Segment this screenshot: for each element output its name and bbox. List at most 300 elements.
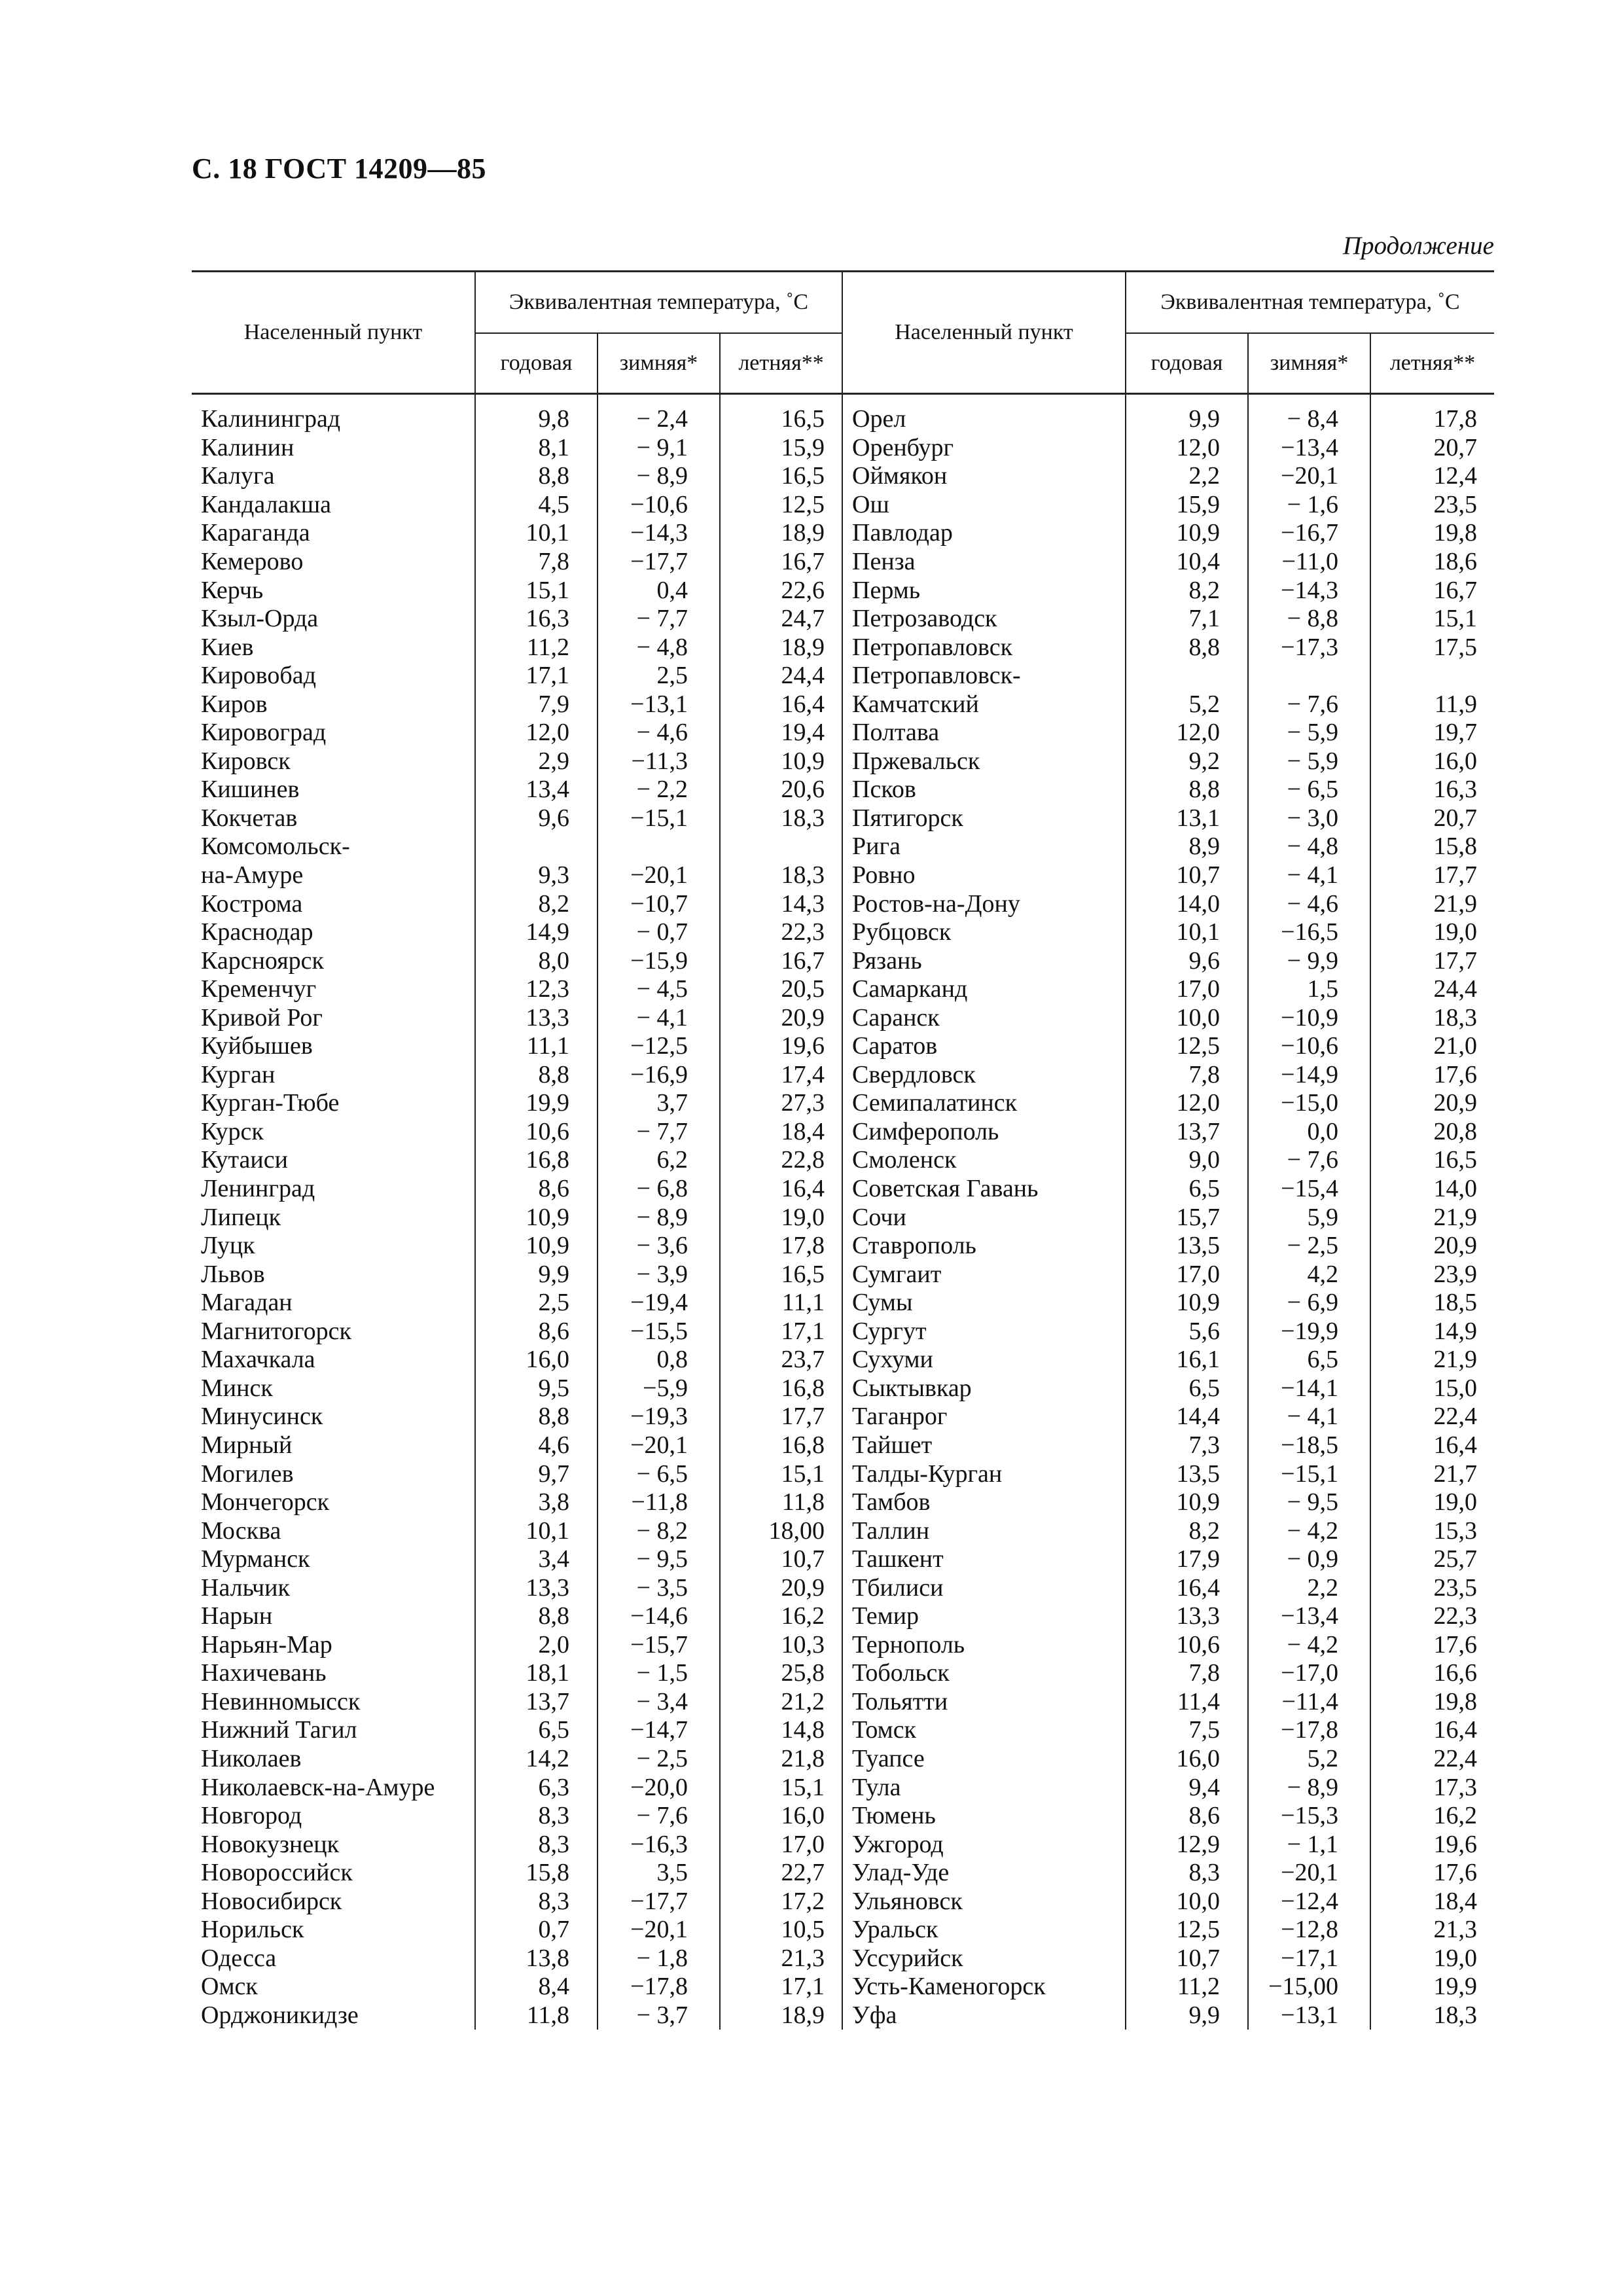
left-location-cell: Нахичевань bbox=[201, 1659, 327, 1687]
right-location-cell: Тула bbox=[842, 1773, 1126, 1802]
left-location-cell: Караганда bbox=[201, 519, 310, 547]
left-annual-temp-cell: 9,5 bbox=[475, 1374, 597, 1403]
left-annual-temp-cell: 14,9 bbox=[475, 918, 597, 947]
column-header-winter: зимняя* bbox=[597, 333, 720, 394]
right-annual-temp-cell: 12,0 bbox=[1126, 1089, 1248, 1118]
table-row bbox=[192, 1573, 1494, 1602]
right-summer-temp-cell: 22,3 bbox=[1370, 1602, 1494, 1631]
right-annual-temp-cell: 16,4 bbox=[1126, 1573, 1248, 1602]
left-summer-temp-cell: 17,4 bbox=[720, 1061, 842, 1090]
left-location-cell: Невинномысск bbox=[201, 1687, 361, 1715]
right-summer-temp-cell: 17,7 bbox=[1370, 861, 1494, 890]
right-summer-temp-cell: 21,9 bbox=[1370, 889, 1494, 918]
right-winter-temp-cell: 1,5 bbox=[1248, 975, 1370, 1004]
right-location-cell: Усть-Каменогорск bbox=[842, 1973, 1126, 2001]
left-location-cell: Мончегорск bbox=[201, 1488, 330, 1516]
left-annual-temp-cell: 4,5 bbox=[475, 491, 597, 520]
right-location-cell: Туапсе bbox=[842, 1745, 1126, 1774]
right-location-cell: Тбилиси bbox=[842, 1573, 1126, 1602]
right-annual-temp-cell: 7,5 bbox=[1126, 1716, 1248, 1745]
left-winter-temp-cell: −14,7 bbox=[597, 1716, 720, 1745]
right-annual-temp-cell: 15,7 bbox=[1126, 1203, 1248, 1232]
right-summer-temp-cell: 11,9 bbox=[1370, 690, 1494, 719]
left-annual-temp-cell: 9,7 bbox=[475, 1460, 597, 1488]
left-winter-temp-cell: −20,0 bbox=[597, 1773, 720, 1802]
right-summer-temp-cell: 17,8 bbox=[1370, 394, 1494, 434]
left-summer-temp-cell: 24,4 bbox=[720, 662, 842, 691]
right-winter-temp-cell: − 1,6 bbox=[1248, 491, 1370, 520]
right-location-cell: Орел bbox=[842, 394, 1126, 434]
left-winter-temp-cell: −16,3 bbox=[597, 1830, 720, 1859]
right-annual-temp-cell: 8,9 bbox=[1126, 833, 1248, 861]
right-summer-temp-cell: 19,7 bbox=[1370, 719, 1494, 747]
left-winter-temp-cell: − 0,7 bbox=[597, 918, 720, 947]
right-summer-temp-cell: 15,1 bbox=[1370, 605, 1494, 634]
right-summer-temp-cell: 21,7 bbox=[1370, 1460, 1494, 1488]
right-winter-temp-cell: −17,8 bbox=[1248, 1716, 1370, 1745]
left-annual-temp-cell: 10,9 bbox=[475, 1203, 597, 1232]
left-annual-temp-cell: 13,3 bbox=[475, 1003, 597, 1032]
right-annual-temp-cell: 12,5 bbox=[1126, 1032, 1248, 1061]
left-location-cell: Львов bbox=[201, 1260, 265, 1288]
left-winter-temp-cell: − 7,6 bbox=[597, 1802, 720, 1831]
left-annual-temp-cell: 16,0 bbox=[475, 1346, 597, 1374]
right-location-cell: Оймякон bbox=[842, 462, 1126, 491]
left-location-cell: Курган bbox=[201, 1060, 276, 1088]
table-row bbox=[192, 1118, 1494, 1147]
right-winter-temp-cell: − 4,8 bbox=[1248, 833, 1370, 861]
right-location-cell: Павлодар bbox=[842, 519, 1126, 548]
right-annual-temp-cell: 8,3 bbox=[1126, 1859, 1248, 1888]
right-winter-temp-cell: − 6,9 bbox=[1248, 1289, 1370, 1318]
left-summer-temp-cell: 24,7 bbox=[720, 605, 842, 634]
left-winter-temp-cell bbox=[597, 833, 720, 861]
right-summer-temp-cell: 25,7 bbox=[1370, 1545, 1494, 1574]
left-summer-temp-cell: 17,0 bbox=[720, 1830, 842, 1859]
right-location-cell: Петропавловск- bbox=[842, 662, 1126, 691]
left-winter-temp-cell: 6,2 bbox=[597, 1146, 720, 1175]
left-summer-temp-cell: 21,2 bbox=[720, 1688, 842, 1717]
table-row bbox=[192, 1716, 1494, 1745]
left-summer-temp-cell: 19,6 bbox=[720, 1032, 842, 1061]
table-row bbox=[192, 1346, 1494, 1374]
left-location-cell: Липецк bbox=[201, 1203, 281, 1231]
left-annual-temp-cell: 8,6 bbox=[475, 1318, 597, 1346]
left-annual-temp-cell bbox=[475, 833, 597, 861]
right-winter-temp-cell: −17,0 bbox=[1248, 1659, 1370, 1688]
left-annual-temp-cell: 17,1 bbox=[475, 662, 597, 691]
right-location-cell: Уссурийск bbox=[842, 1945, 1126, 1973]
right-winter-temp-cell: −17,3 bbox=[1248, 633, 1370, 662]
table-row bbox=[192, 1460, 1494, 1488]
right-summer-temp-cell: 17,6 bbox=[1370, 1859, 1494, 1888]
right-summer-temp-cell: 19,9 bbox=[1370, 1973, 1494, 2001]
left-annual-temp-cell: 8,1 bbox=[475, 434, 597, 463]
right-winter-temp-cell: − 4,2 bbox=[1248, 1516, 1370, 1545]
right-winter-temp-cell: −12,8 bbox=[1248, 1916, 1370, 1945]
left-summer-temp-cell: 25,8 bbox=[720, 1659, 842, 1688]
left-winter-temp-cell: −10,6 bbox=[597, 491, 720, 520]
right-annual-temp-cell: 13,7 bbox=[1126, 1118, 1248, 1147]
right-location-cell: Семипалатинск bbox=[842, 1089, 1126, 1118]
left-annual-temp-cell: 9,9 bbox=[475, 1260, 597, 1289]
left-summer-temp-cell: 16,4 bbox=[720, 1175, 842, 1204]
right-summer-temp-cell: 19,8 bbox=[1370, 519, 1494, 548]
left-summer-temp-cell: 17,2 bbox=[720, 1887, 842, 1916]
left-winter-temp-cell: −17,7 bbox=[597, 1887, 720, 1916]
left-annual-temp-cell: 14,2 bbox=[475, 1745, 597, 1774]
left-summer-temp-cell: 16,8 bbox=[720, 1374, 842, 1403]
left-location-cell: Минск bbox=[201, 1374, 273, 1402]
right-winter-temp-cell: − 5,9 bbox=[1248, 719, 1370, 747]
right-winter-temp-cell: −10,6 bbox=[1248, 1032, 1370, 1061]
right-location-cell: Улад-Уде bbox=[842, 1859, 1126, 1888]
table-row bbox=[192, 1887, 1494, 1916]
left-annual-temp-cell: 19,9 bbox=[475, 1089, 597, 1118]
left-location-cell: Краснодар bbox=[201, 918, 313, 946]
right-summer-temp-cell: 20,8 bbox=[1370, 1118, 1494, 1147]
right-summer-temp-cell: 20,7 bbox=[1370, 804, 1494, 833]
right-location-cell: Ош bbox=[842, 491, 1126, 520]
right-location-cell: Ростов-на-Дону bbox=[842, 889, 1126, 918]
right-location-cell: Ташкент bbox=[842, 1545, 1126, 1574]
right-location-cell: Ровно bbox=[842, 861, 1126, 890]
left-location-cell: Карсноярск bbox=[201, 946, 324, 975]
right-location-cell: Советская Гавань bbox=[842, 1175, 1126, 1204]
right-annual-temp-cell: 8,6 bbox=[1126, 1802, 1248, 1831]
right-summer-temp-cell: 24,4 bbox=[1370, 975, 1494, 1004]
left-winter-temp-cell: 3,5 bbox=[597, 1859, 720, 1888]
left-summer-temp-cell: 17,8 bbox=[720, 1232, 842, 1261]
right-annual-temp-cell: 10,9 bbox=[1126, 1488, 1248, 1517]
right-annual-temp-cell: 8,8 bbox=[1126, 776, 1248, 804]
right-annual-temp-cell: 9,4 bbox=[1126, 1773, 1248, 1802]
left-winter-temp-cell: − 7,7 bbox=[597, 605, 720, 634]
left-summer-temp-cell: 19,4 bbox=[720, 719, 842, 747]
left-summer-temp-cell: 17,1 bbox=[720, 1973, 842, 2001]
left-location-cell: Мирный bbox=[201, 1431, 293, 1459]
right-annual-temp-cell: 13,5 bbox=[1126, 1460, 1248, 1488]
right-location-cell: Тобольск bbox=[842, 1659, 1126, 1688]
right-location-cell: Тайшет bbox=[842, 1431, 1126, 1460]
left-summer-temp-cell: 19,0 bbox=[720, 1203, 842, 1232]
left-winter-temp-cell: −19,3 bbox=[597, 1403, 720, 1431]
table-row bbox=[192, 1488, 1494, 1517]
table-row bbox=[192, 1403, 1494, 1431]
left-summer-temp-cell: 15,1 bbox=[720, 1773, 842, 1802]
left-summer-temp-cell: 23,7 bbox=[720, 1346, 842, 1374]
right-winter-temp-cell: −19,9 bbox=[1248, 1318, 1370, 1346]
left-winter-temp-cell: −11,3 bbox=[597, 747, 720, 776]
left-location-cell: Кзыл-Орда bbox=[201, 605, 319, 633]
table-row bbox=[192, 1146, 1494, 1175]
right-winter-temp-cell: − 4,6 bbox=[1248, 889, 1370, 918]
left-summer-temp-cell: 16,5 bbox=[720, 1260, 842, 1289]
right-annual-temp-cell: 15,9 bbox=[1126, 491, 1248, 520]
right-location-cell: Саратов bbox=[842, 1032, 1126, 1061]
table-row bbox=[192, 690, 1494, 719]
table-row bbox=[192, 1232, 1494, 1261]
right-annual-temp-cell: 10,4 bbox=[1126, 548, 1248, 577]
table-row bbox=[192, 1545, 1494, 1574]
right-annual-temp-cell: 10,6 bbox=[1126, 1631, 1248, 1660]
table-row bbox=[192, 1631, 1494, 1660]
left-summer-temp-cell: 16,2 bbox=[720, 1602, 842, 1631]
left-location-cell: Орджоникидзе bbox=[201, 2001, 359, 2029]
right-annual-temp-cell: 8,2 bbox=[1126, 1516, 1248, 1545]
left-location-cell: Калуга bbox=[201, 462, 275, 490]
right-winter-temp-cell: − 9,5 bbox=[1248, 1488, 1370, 1517]
right-annual-temp-cell: 6,5 bbox=[1126, 1374, 1248, 1403]
left-winter-temp-cell: −15,7 bbox=[597, 1631, 720, 1660]
left-winter-temp-cell: − 3,9 bbox=[597, 1260, 720, 1289]
left-summer-temp-cell: 20,6 bbox=[720, 776, 842, 804]
left-location-cell: Николаевск-на-Амуре bbox=[201, 1773, 435, 1801]
left-winter-temp-cell: − 8,9 bbox=[597, 1203, 720, 1232]
left-annual-temp-cell: 8,8 bbox=[475, 462, 597, 491]
left-location-cell: Махачкала bbox=[201, 1346, 315, 1374]
left-summer-temp-cell: 11,1 bbox=[720, 1289, 842, 1318]
right-location-cell: Рига bbox=[842, 833, 1126, 861]
left-summer-temp-cell: 10,7 bbox=[720, 1545, 842, 1574]
left-annual-temp-cell: 6,5 bbox=[475, 1716, 597, 1745]
right-annual-temp-cell: 10,1 bbox=[1126, 918, 1248, 947]
right-winter-temp-cell: 6,5 bbox=[1248, 1346, 1370, 1374]
right-location-cell: Петропавловск bbox=[842, 633, 1126, 662]
left-location-cell: Новороссийск bbox=[201, 1859, 353, 1887]
left-summer-temp-cell: 18,00 bbox=[720, 1516, 842, 1545]
left-location-cell: Кременчуг bbox=[201, 975, 317, 1003]
right-winter-temp-cell: −15,3 bbox=[1248, 1802, 1370, 1831]
table-row bbox=[192, 1973, 1494, 2001]
left-winter-temp-cell: −14,6 bbox=[597, 1602, 720, 1631]
right-winter-temp-cell: − 7,6 bbox=[1248, 1146, 1370, 1175]
left-winter-temp-cell: 3,7 bbox=[597, 1089, 720, 1118]
right-annual-temp-cell: 10,0 bbox=[1126, 1003, 1248, 1032]
table-row bbox=[192, 1659, 1494, 1688]
right-winter-temp-cell: −15,4 bbox=[1248, 1175, 1370, 1204]
left-winter-temp-cell: −13,1 bbox=[597, 690, 720, 719]
right-winter-temp-cell: − 1,1 bbox=[1248, 1830, 1370, 1859]
right-location-cell: Камчатский bbox=[842, 690, 1126, 719]
left-winter-temp-cell: − 2,5 bbox=[597, 1745, 720, 1774]
column-header-annual: годовая bbox=[1126, 333, 1248, 394]
table-row bbox=[192, 434, 1494, 463]
left-location-cell: Кандалакша bbox=[201, 490, 331, 518]
left-summer-temp-cell: 22,6 bbox=[720, 576, 842, 605]
left-annual-temp-cell: 13,7 bbox=[475, 1688, 597, 1717]
right-location-cell: Пржевальск bbox=[842, 747, 1126, 776]
left-summer-temp-cell: 17,7 bbox=[720, 1403, 842, 1431]
right-summer-temp-cell: 22,4 bbox=[1370, 1403, 1494, 1431]
table-row bbox=[192, 833, 1494, 861]
right-winter-temp-cell: −15,1 bbox=[1248, 1460, 1370, 1488]
left-winter-temp-cell: − 7,7 bbox=[597, 1118, 720, 1147]
left-annual-temp-cell: 8,4 bbox=[475, 1973, 597, 2001]
column-header-winter: зимняя* bbox=[1248, 333, 1370, 394]
right-location-cell: Саранск bbox=[842, 1003, 1126, 1032]
right-summer-temp-cell: 15,3 bbox=[1370, 1516, 1494, 1545]
table-row bbox=[192, 394, 1494, 434]
table-row bbox=[192, 633, 1494, 662]
page-header: С. 18 ГОСТ 14209—85 bbox=[192, 152, 487, 185]
right-winter-temp-cell: − 4,1 bbox=[1248, 861, 1370, 890]
right-summer-temp-cell: 19,8 bbox=[1370, 1688, 1494, 1717]
right-location-cell: Ульяновск bbox=[842, 1887, 1126, 1916]
right-winter-temp-cell: − 8,4 bbox=[1248, 394, 1370, 434]
left-annual-temp-cell: 8,6 bbox=[475, 1175, 597, 1204]
left-winter-temp-cell: −19,4 bbox=[597, 1289, 720, 1318]
right-summer-temp-cell: 21,0 bbox=[1370, 1032, 1494, 1061]
left-summer-temp-cell: 22,3 bbox=[720, 918, 842, 947]
left-annual-temp-cell: 8,8 bbox=[475, 1602, 597, 1631]
right-summer-temp-cell: 21,9 bbox=[1370, 1346, 1494, 1374]
right-annual-temp-cell: 10,7 bbox=[1126, 1945, 1248, 1973]
table-row bbox=[192, 1318, 1494, 1346]
left-location-cell: Нарьян-Мар bbox=[201, 1630, 332, 1659]
left-summer-temp-cell: 16,5 bbox=[720, 462, 842, 491]
right-location-cell: Сыктывкар bbox=[842, 1374, 1126, 1403]
left-annual-temp-cell: 16,3 bbox=[475, 605, 597, 634]
right-summer-temp-cell: 18,6 bbox=[1370, 548, 1494, 577]
table-row bbox=[192, 1203, 1494, 1232]
left-summer-temp-cell: 10,3 bbox=[720, 1631, 842, 1660]
left-annual-temp-cell: 6,3 bbox=[475, 1773, 597, 1802]
left-summer-temp-cell: 16,8 bbox=[720, 1431, 842, 1460]
left-annual-temp-cell: 8,0 bbox=[475, 946, 597, 975]
right-winter-temp-cell: −13,1 bbox=[1248, 2001, 1370, 2030]
left-location-cell: Могилев bbox=[201, 1460, 294, 1488]
right-location-cell: Пермь bbox=[842, 576, 1126, 605]
left-location-cell: Киев bbox=[201, 633, 254, 661]
left-winter-temp-cell: −17,8 bbox=[597, 1973, 720, 2001]
right-summer-temp-cell: 18,4 bbox=[1370, 1887, 1494, 1916]
table-row bbox=[192, 1602, 1494, 1631]
right-winter-temp-cell: −12,4 bbox=[1248, 1887, 1370, 1916]
right-annual-temp-cell: 16,1 bbox=[1126, 1346, 1248, 1374]
left-winter-temp-cell: − 6,8 bbox=[597, 1175, 720, 1204]
left-annual-temp-cell: 3,4 bbox=[475, 1545, 597, 1574]
left-summer-temp-cell: 21,3 bbox=[720, 1945, 842, 1973]
right-summer-temp-cell: 16,5 bbox=[1370, 1146, 1494, 1175]
left-winter-temp-cell: −10,7 bbox=[597, 889, 720, 918]
right-summer-temp-cell: 17,3 bbox=[1370, 1773, 1494, 1802]
left-location-cell: Новокузнецк bbox=[201, 1830, 340, 1858]
left-annual-temp-cell: 10,1 bbox=[475, 519, 597, 548]
left-summer-temp-cell: 18,3 bbox=[720, 804, 842, 833]
right-winter-temp-cell: − 4,2 bbox=[1248, 1631, 1370, 1660]
left-location-cell: Новосибирск bbox=[201, 1887, 342, 1915]
right-location-cell: Сургут bbox=[842, 1318, 1126, 1346]
table-row bbox=[192, 1431, 1494, 1460]
left-annual-temp-cell: 18,1 bbox=[475, 1659, 597, 1688]
right-location-cell: Рязань bbox=[842, 946, 1126, 975]
table-row bbox=[192, 747, 1494, 776]
table-header bbox=[192, 272, 1494, 394]
temperature-table bbox=[192, 270, 1494, 2030]
left-winter-temp-cell: −20,1 bbox=[597, 1431, 720, 1460]
right-summer-temp-cell: 16,2 bbox=[1370, 1802, 1494, 1831]
left-location-cell: Кострома bbox=[201, 889, 303, 918]
table-row bbox=[192, 946, 1494, 975]
left-location-cell: Омск bbox=[201, 1973, 258, 2001]
table-row bbox=[192, 719, 1494, 747]
left-summer-temp-cell: 18,9 bbox=[720, 633, 842, 662]
left-location-cell: Ленинград bbox=[201, 1175, 315, 1203]
table-row bbox=[192, 1916, 1494, 1945]
left-summer-temp-cell: 14,3 bbox=[720, 889, 842, 918]
table-row bbox=[192, 576, 1494, 605]
left-winter-temp-cell: − 6,5 bbox=[597, 1460, 720, 1488]
left-annual-temp-cell: 8,8 bbox=[475, 1403, 597, 1431]
left-winter-temp-cell: − 1,5 bbox=[597, 1659, 720, 1688]
left-summer-temp-cell: 18,9 bbox=[720, 519, 842, 548]
right-winter-temp-cell: 5,2 bbox=[1248, 1745, 1370, 1774]
left-summer-temp-cell: 16,5 bbox=[720, 394, 842, 434]
right-annual-temp-cell: 10,7 bbox=[1126, 861, 1248, 890]
right-annual-temp-cell: 7,8 bbox=[1126, 1659, 1248, 1688]
right-location-cell: Смоленск bbox=[842, 1146, 1126, 1175]
left-annual-temp-cell: 2,0 bbox=[475, 1631, 597, 1660]
right-summer-temp-cell: 17,6 bbox=[1370, 1631, 1494, 1660]
left-winter-temp-cell: −14,3 bbox=[597, 519, 720, 548]
right-winter-temp-cell: − 2,5 bbox=[1248, 1232, 1370, 1261]
right-annual-temp-cell: 10,0 bbox=[1126, 1887, 1248, 1916]
table-row bbox=[192, 804, 1494, 833]
right-annual-temp-cell: 9,2 bbox=[1126, 747, 1248, 776]
right-winter-temp-cell: −16,5 bbox=[1248, 918, 1370, 947]
right-winter-temp-cell: −15,0 bbox=[1248, 1089, 1370, 1118]
left-summer-temp-cell: 20,5 bbox=[720, 975, 842, 1004]
right-summer-temp-cell: 16,0 bbox=[1370, 747, 1494, 776]
right-winter-temp-cell: − 7,6 bbox=[1248, 690, 1370, 719]
right-location-cell: Псков bbox=[842, 776, 1126, 804]
right-summer-temp-cell: 21,9 bbox=[1370, 1203, 1494, 1232]
right-annual-temp-cell: 8,2 bbox=[1126, 576, 1248, 605]
right-summer-temp-cell: 23,5 bbox=[1370, 1573, 1494, 1602]
right-summer-temp-cell: 20,9 bbox=[1370, 1232, 1494, 1261]
left-summer-temp-cell: 12,5 bbox=[720, 491, 842, 520]
right-location-cell: Полтава bbox=[842, 719, 1126, 747]
right-summer-temp-cell: 23,9 bbox=[1370, 1260, 1494, 1289]
table-row bbox=[192, 1032, 1494, 1061]
left-summer-temp-cell: 18,4 bbox=[720, 1118, 842, 1147]
right-winter-temp-cell: −20,1 bbox=[1248, 1859, 1370, 1888]
right-summer-temp-cell: 17,7 bbox=[1370, 946, 1494, 975]
right-location-cell: Уфа bbox=[842, 2001, 1126, 2030]
right-winter-temp-cell: −14,9 bbox=[1248, 1061, 1370, 1090]
column-header-location: Населенный пункт bbox=[192, 272, 475, 394]
column-group-header: Эквивалентная температура, ˚С bbox=[1126, 272, 1494, 334]
left-winter-temp-cell: − 2,4 bbox=[597, 394, 720, 434]
left-winter-temp-cell: − 3,6 bbox=[597, 1232, 720, 1261]
table-row bbox=[192, 1175, 1494, 1204]
table-row bbox=[192, 462, 1494, 491]
left-summer-temp-cell: 10,9 bbox=[720, 747, 842, 776]
left-annual-temp-cell: 9,3 bbox=[475, 861, 597, 890]
left-location-cell: Кировобад bbox=[201, 662, 316, 690]
table-row bbox=[192, 861, 1494, 890]
right-winter-temp-cell: 0,0 bbox=[1248, 1118, 1370, 1147]
left-location-cell: Калинин bbox=[201, 433, 294, 461]
right-summer-temp-cell: 12,4 bbox=[1370, 462, 1494, 491]
right-winter-temp-cell: −11,4 bbox=[1248, 1688, 1370, 1717]
left-annual-temp-cell: 13,8 bbox=[475, 1945, 597, 1973]
table-row bbox=[192, 1830, 1494, 1859]
right-winter-temp-cell: − 8,8 bbox=[1248, 605, 1370, 634]
left-annual-temp-cell: 15,1 bbox=[475, 576, 597, 605]
left-location-cell: Минусинск bbox=[201, 1403, 323, 1431]
